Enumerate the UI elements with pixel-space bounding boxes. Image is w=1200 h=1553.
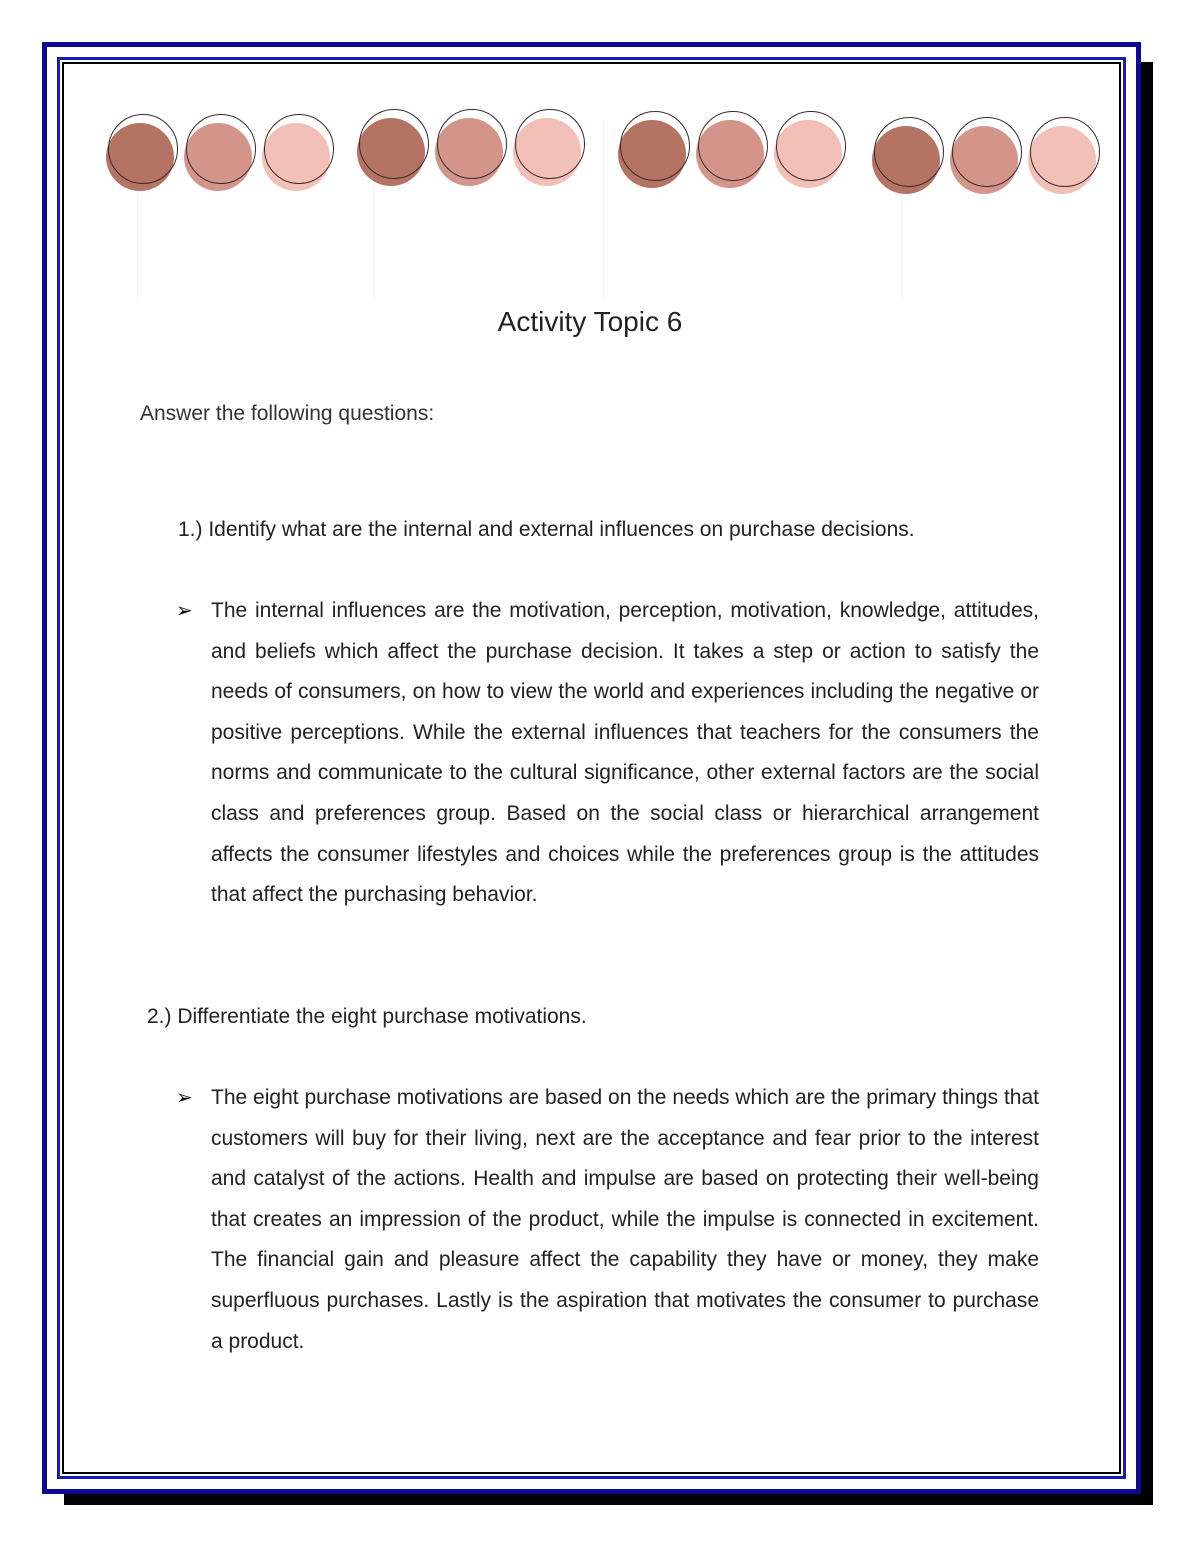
instructions-text: Answer the following questions:	[140, 402, 435, 425]
decorative-circle-medium	[696, 120, 764, 188]
decorative-circle-light	[513, 118, 581, 186]
answer-1: The internal influences are the motivation, perception, motivation, knowledge, attitudes, and beliefs which affect the purchase decision. It takes a step or action to satisfy the needs of consumers, on how to view the world and experiences including the negative or positive perceptions. While the external influences that teachers for the consumers the norms and communicate to the cultural significance, other external factors are the social class and preferences group. Based on the social class or hierarchical arrangement affects the consumer lifestyles and choices while the preferences group is the attitudes that affect the purchasing behavior.	[211, 599, 1039, 907]
page-title: Activity Topic 6	[497, 306, 683, 337]
question-1: 1.) Identify what are the internal and external influences on purchase decisions.	[178, 518, 915, 541]
decorative-circle-dark	[357, 118, 425, 186]
faint-guide-line	[603, 120, 604, 300]
decorative-circle-medium	[184, 123, 252, 191]
decorative-circle-light	[1028, 126, 1096, 194]
decorative-circle-medium	[435, 118, 503, 186]
arrowhead-bullet-icon: ➢	[176, 1085, 193, 1109]
decorative-circle-light	[774, 120, 842, 188]
decorative-circle-dark	[872, 126, 940, 194]
decorative-circle-dark	[106, 123, 174, 191]
decorative-circle-dark	[618, 120, 686, 188]
answer-2: The eight purchase motivations are based on the needs which are the primary things that customers will buy for their living, next are the acceptance and fear prior to the interest and catalyst of the actions. Health and impulse are based on protecting their well-being that creates an impression of the product, while the impulse is connected in excitement. The financial gain and pleasure affect the capability they have or money, they make superfluous purchases. Lastly is the aspiration that motivates the consumer to purchase a product.	[211, 1086, 1039, 1353]
decorative-circle-light	[262, 123, 330, 191]
decorative-circle-banner	[0, 0, 1200, 300]
arrowhead-bullet-icon: ➢	[176, 598, 193, 622]
decorative-circle-medium	[950, 126, 1018, 194]
question-2: 2.) Differentiate the eight purchase motivations.	[147, 1005, 587, 1028]
